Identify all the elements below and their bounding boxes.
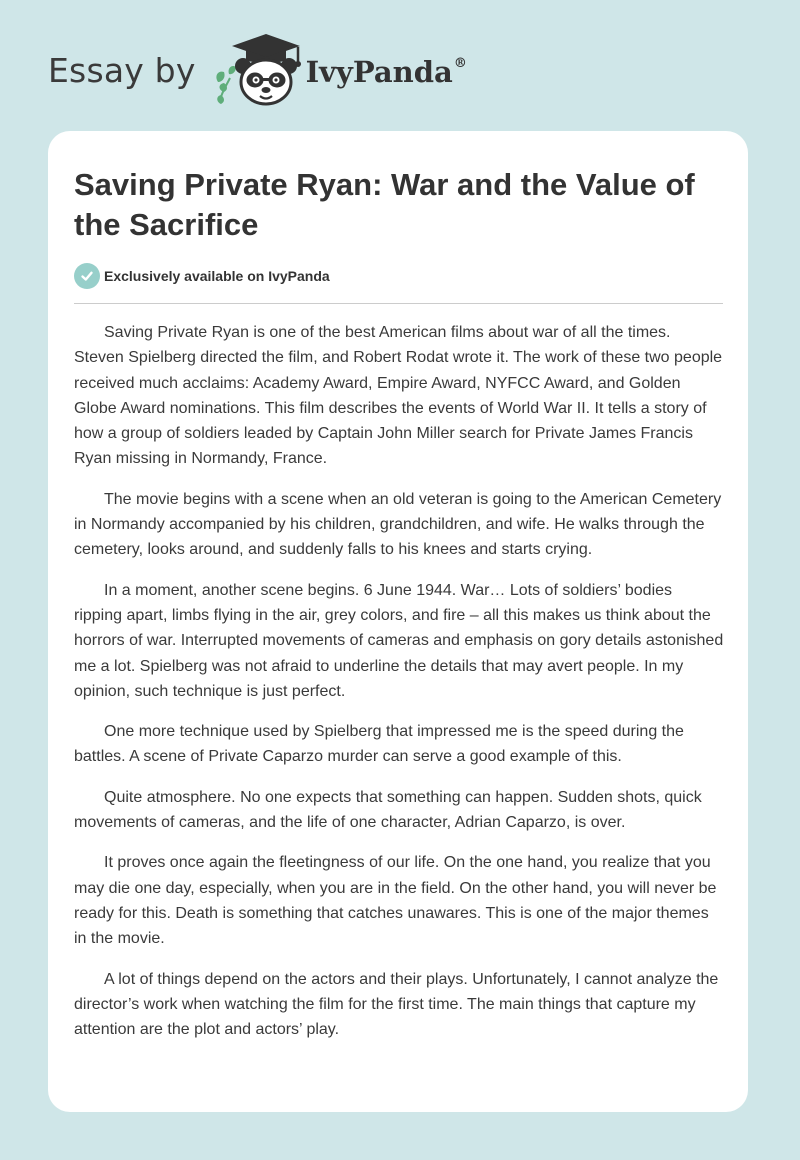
ivypanda-brand-name	[306, 55, 467, 89]
essay-paragraph: It proves once again the fleetingness of our life. On the one hand, you realize that you may die one day, especially, when you are in the field. On the other hand, you will never be ready for this. Death is something that catches unawares. This is one of the major themes in the movie.	[74, 854, 717, 948]
essay-paragraph: In a moment, another scene begins. 6 June 1944. War… Lots of soldiers’ bodies ripping apart, limbs flying in the air, grey colors, and fire – all this makes us think about the horrors of war. Interrupted movements of cameras and emphasis on gory details astonished me a lot. Spielberg was not afraid to underline the details that may avert people. In my opinion, such technique is just perfect.	[74, 581, 724, 700]
check-icon	[74, 263, 100, 289]
exclusive-label: Exclusively available on IvyPanda	[104, 268, 330, 284]
essay-paragraph: The movie begins with a scene when an old veteran is going to the American Cemetery in Normandy accompanied by his children, grandchildren, and wife. He walks through the cemetery, looks around, and suddenly falls to his knees and starts crying.	[74, 490, 722, 559]
registered-mark: ®	[453, 56, 467, 72]
exclusive-badge	[74, 263, 330, 289]
essay-by-label: Essay by	[48, 50, 196, 90]
brand-name-text: IvyPanda	[305, 55, 453, 89]
essay-paragraph: Saving Private Ryan is one of the best American films about war of all the times. Steven Spielberg directed the film, and Robert Rodat wrote it. The work of these two people received much acclaims: Academy Award, Empire Award, NYFCC Award, and Golden Globe Award nominations. This film describes the events of World War II. It tells a story of how a group of soldiers leaded by Captain John Miller search for Private James Francis Ryan missing in Normandy, France.	[74, 324, 723, 468]
panda-graduate-logo-icon	[210, 30, 306, 110]
essay-body	[74, 320, 724, 1057]
site-header	[48, 30, 467, 110]
essay-title: Saving Private Ryan: War and the Value of the Sacrifice	[74, 167, 695, 242]
essay-paragraph: Quite atmosphere. No one expects that something can happen. Sudden shots, quick movements of cameras, and the life of one character, Adrian Caparzo, is over.	[74, 788, 702, 832]
essay-paragraph: A lot of things depend on the actors and their plays. Unfortunately, I cannot analyze the director’s work when watching the film for the first time. The main things that capture my attention are the plot and actors’ play.	[74, 970, 719, 1039]
essay-card	[48, 131, 748, 1112]
title-divider	[74, 303, 723, 304]
essay-paragraph: One more technique used by Spielberg that impressed me is the speed during the battles. A scene of Private Caparzo murder can serve a good example of this.	[74, 723, 684, 766]
